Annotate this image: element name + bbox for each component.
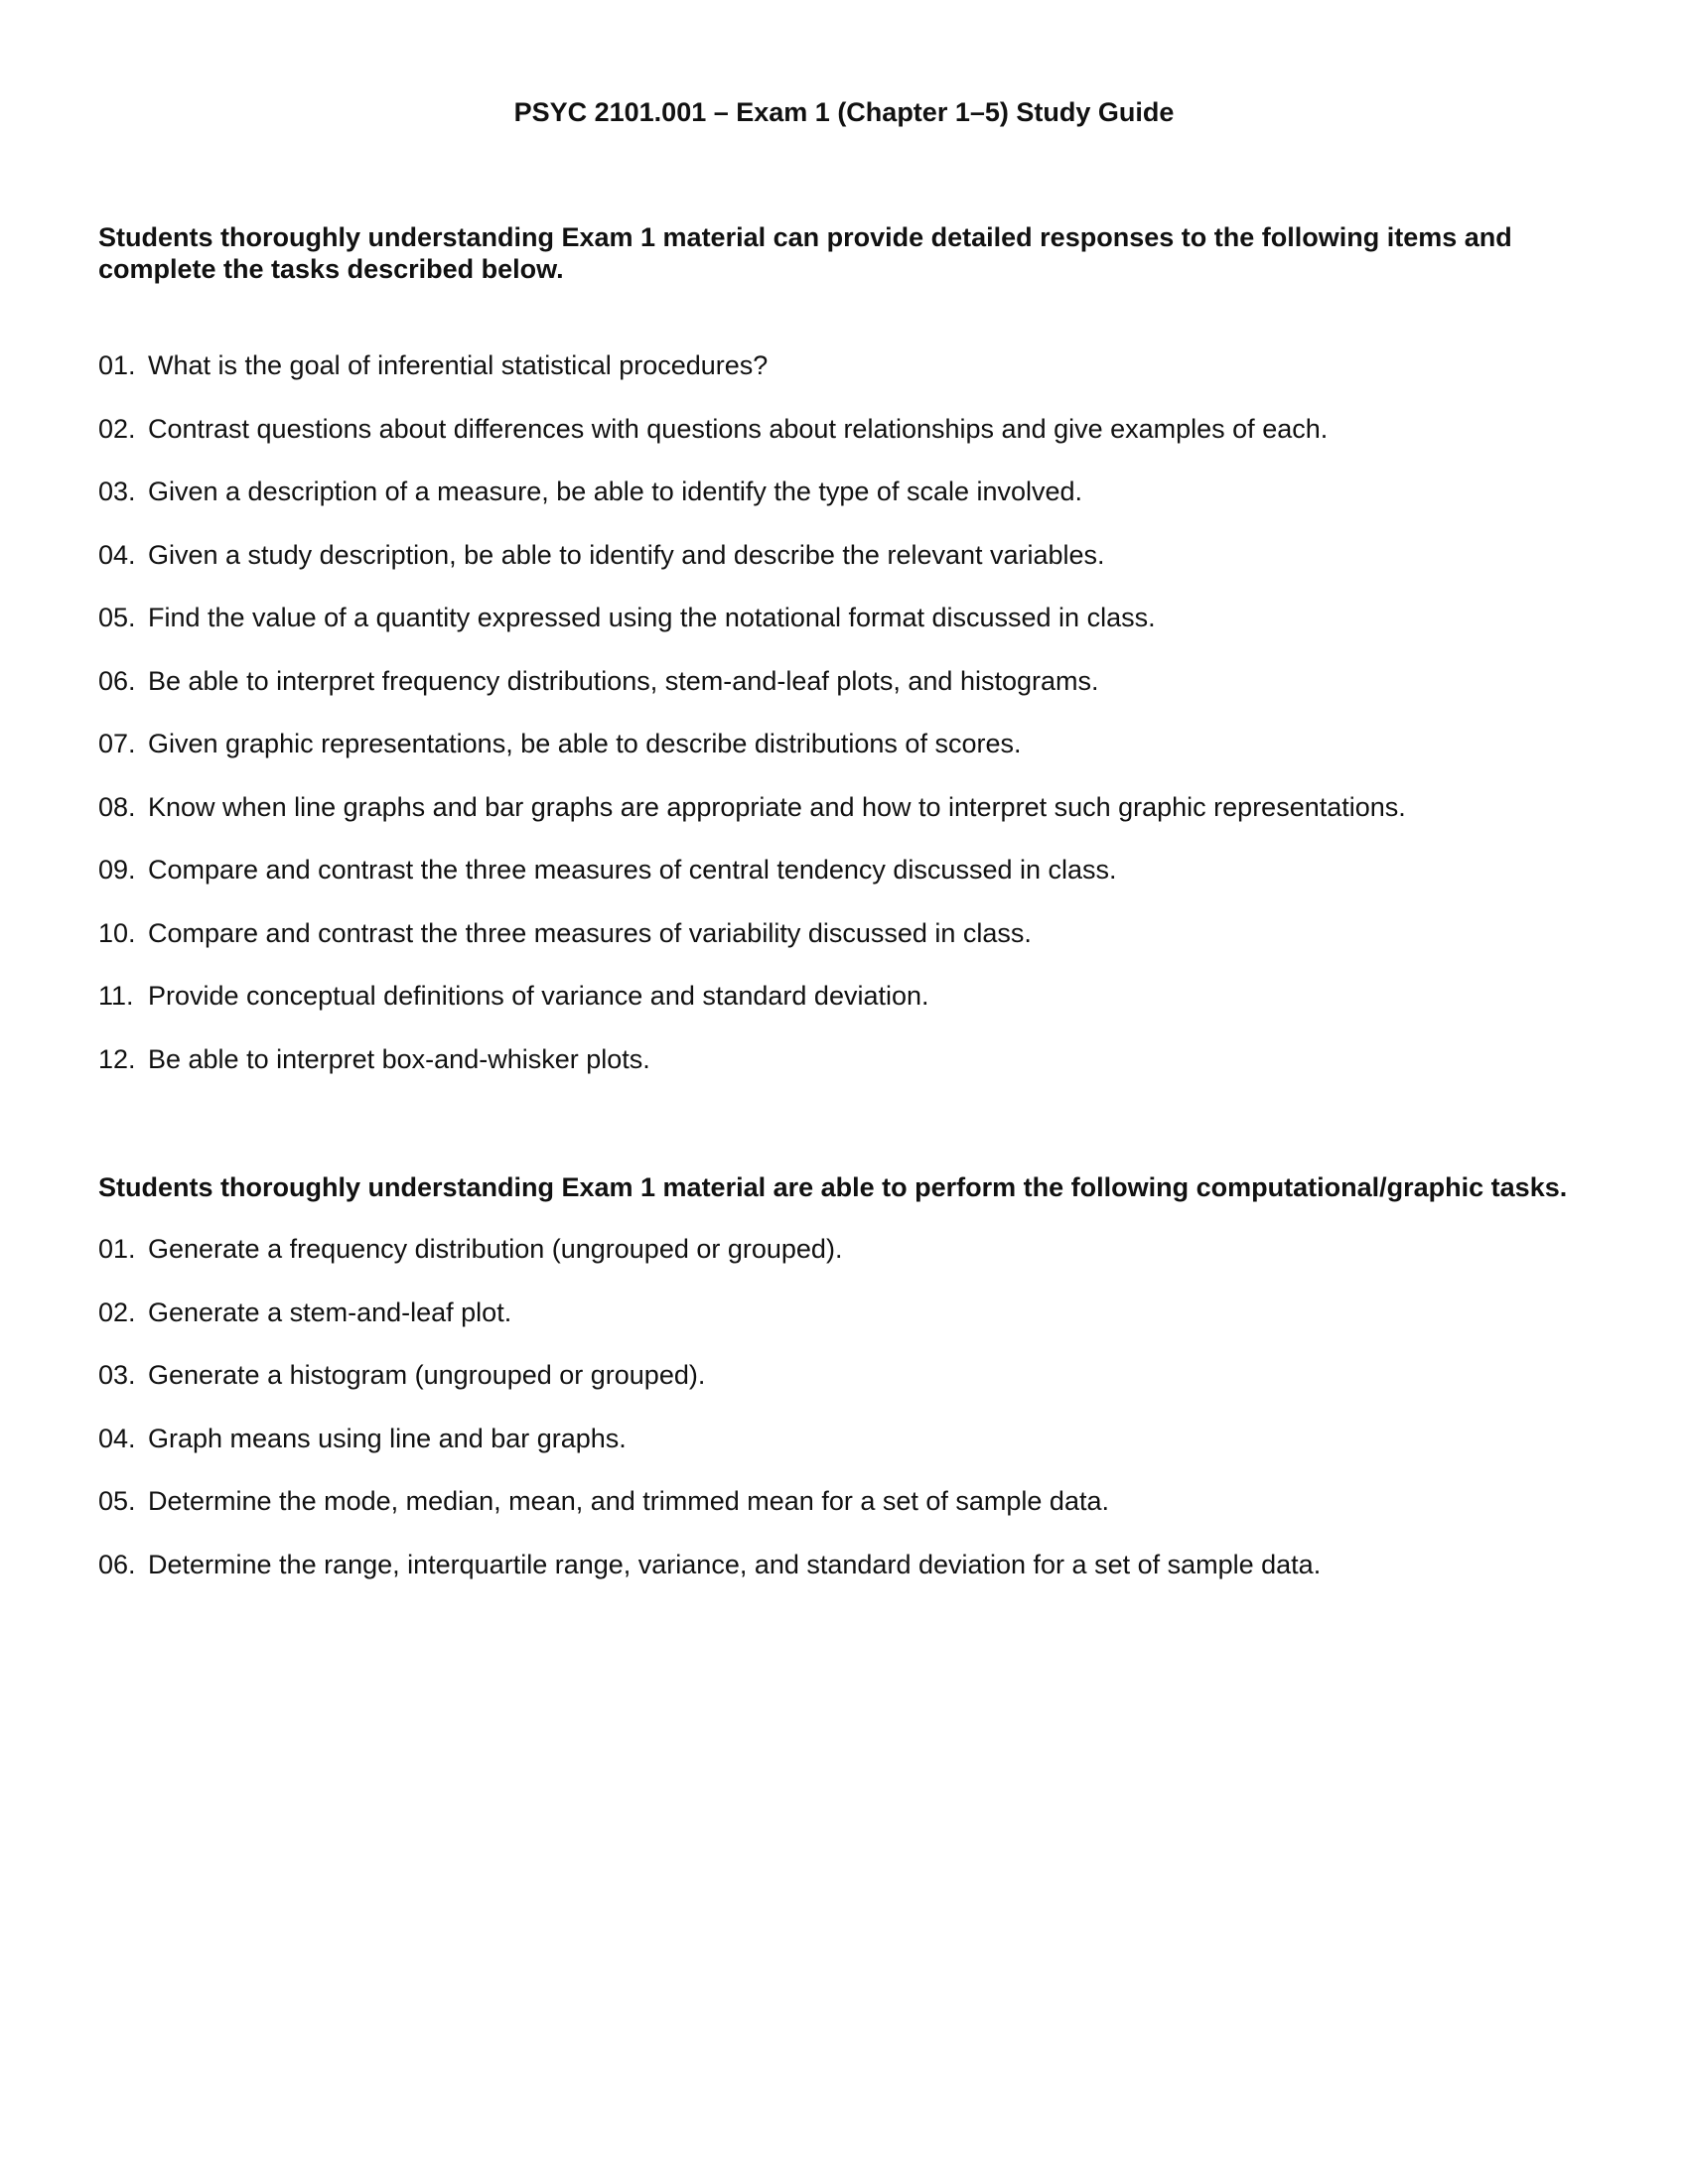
item-number: 07. <box>98 729 136 758</box>
list-item <box>98 349 1568 381</box>
list-item <box>98 1423 1568 1454</box>
item-number: 03. <box>98 477 136 506</box>
item-text: Generate a histogram (ungrouped or grouped). <box>148 1360 706 1390</box>
item-number: 12. <box>98 1043 136 1074</box>
section-intro: Students thoroughly understanding Exam 1 material can provide detailed responses to the following items and complete the tasks described below. <box>98 222 1512 284</box>
item-number: 04. <box>98 1423 136 1453</box>
list-item <box>98 413 1568 445</box>
item-number: 03. <box>98 1360 136 1390</box>
item-text: Given a description of a measure, be able to identify the type of scale involved. <box>148 477 1083 506</box>
item-number: 08. <box>98 791 136 822</box>
item-number: 06. <box>98 665 136 696</box>
list-item <box>98 476 1568 507</box>
list-item <box>98 539 1568 571</box>
item-number: 06. <box>98 1549 136 1579</box>
item-text: What is the goal of inferential statistical procedures? <box>148 350 769 380</box>
item-number: 10. <box>98 917 136 948</box>
document-title: PSYC 2101.001 – Exam 1 (Chapter 1–5) Study Guide <box>513 97 1175 127</box>
task-list <box>98 1233 1568 1580</box>
item-text: Provide conceptual definitions of variance and standard deviation. <box>148 981 929 1011</box>
list-item <box>98 1485 1568 1517</box>
item-number: 02. <box>98 413 136 444</box>
item-text: Generate a stem-and-leaf plot. <box>148 1297 512 1327</box>
list-item <box>98 1549 1568 1580</box>
item-text: Given a study description, be able to identify and describe the relevant variables. <box>148 539 1105 570</box>
list-item <box>98 980 1568 1012</box>
list-item <box>98 917 1568 949</box>
item-text: Compare and contrast the three measures of central tendency discussed in class. <box>148 855 1117 885</box>
item-number: 01. <box>98 350 136 380</box>
item-text: Generate a frequency distribution (ungrouped or grouped). <box>148 1234 843 1264</box>
item-number: 09. <box>98 855 136 885</box>
item-number: 02. <box>98 1297 136 1327</box>
list-item <box>98 665 1568 697</box>
item-text: Graph means using line and bar graphs. <box>148 1423 627 1453</box>
list-item <box>98 854 1568 886</box>
list-item <box>98 791 1568 823</box>
list-item <box>98 1359 1568 1391</box>
list-item <box>98 1297 1568 1328</box>
item-text: Given graphic representations, be able to describe distributions of scores. <box>148 729 1022 758</box>
item-text: Contrast questions about differences with questions about relationships and give examples of each. <box>148 413 1329 444</box>
section-conceptual <box>98 221 1568 1106</box>
section-computational <box>98 1171 1568 1611</box>
list-item <box>98 1043 1568 1075</box>
item-text: Determine the range, interquartile range, variance, and standard deviation for a set of sample data. <box>148 1549 1322 1579</box>
item-list <box>98 349 1568 1075</box>
list-item <box>98 1233 1568 1265</box>
item-number: 11. <box>98 981 134 1011</box>
item-text: Know when line graphs and bar graphs are appropriate and how to interpret such graphic representations. <box>148 791 1406 822</box>
item-number: 04. <box>98 539 136 570</box>
item-text: Be able to interpret box-and-whisker plots. <box>148 1043 650 1074</box>
item-number: 05. <box>98 603 136 632</box>
item-number: 05. <box>98 1486 136 1516</box>
section-intro: Students thoroughly understanding Exam 1 material are able to perform the following computational/graphic tasks. <box>98 1172 1568 1202</box>
item-text: Be able to interpret frequency distributions, stem-and-leaf plots, and histograms. <box>148 665 1099 696</box>
list-item <box>98 728 1568 759</box>
item-text: Compare and contrast the three measures of variability discussed in class. <box>148 917 1032 948</box>
item-text: Find the value of a quantity expressed using the notational format discussed in class. <box>148 603 1156 632</box>
item-text: Determine the mode, median, mean, and trimmed mean for a set of sample data. <box>148 1486 1109 1516</box>
item-number: 01. <box>98 1234 136 1264</box>
list-item <box>98 602 1568 633</box>
